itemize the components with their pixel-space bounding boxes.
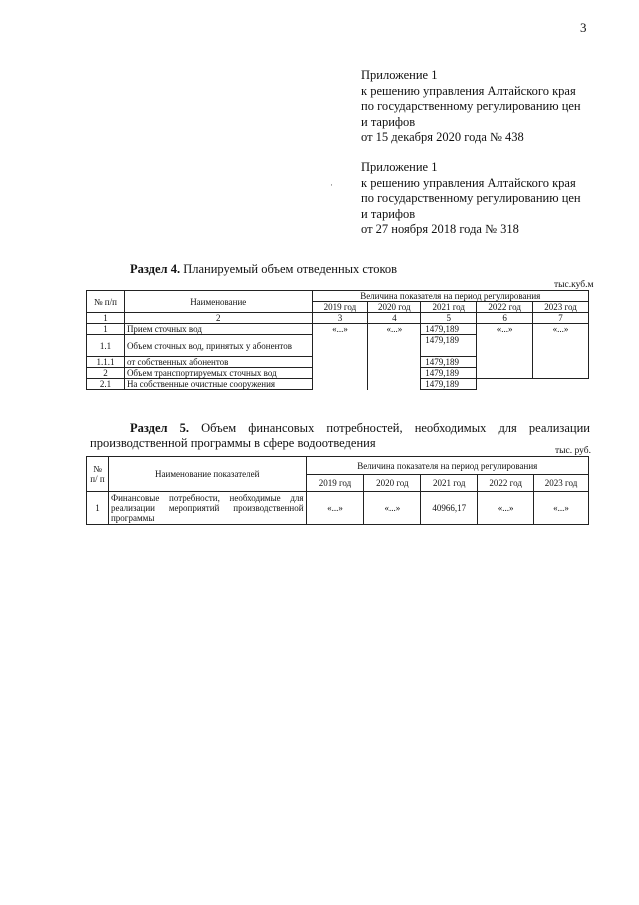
header-year: 2023 год xyxy=(533,302,589,313)
value-2020: «...» xyxy=(364,492,421,525)
header-year: 2020 год xyxy=(368,302,421,313)
header-year: 2022 год xyxy=(478,475,534,492)
row-num: 1.1.1 xyxy=(87,357,125,368)
header-period: Величина показателя на период регулирования xyxy=(306,457,588,475)
value-2021: 1479,189 xyxy=(421,357,477,368)
section4-units: тыс.куб.м xyxy=(554,280,594,290)
row-name: Объем транспортируемых сточных вод xyxy=(124,368,312,379)
col-number: 5 xyxy=(421,313,477,324)
appendix-line: по государственному регулированию цен xyxy=(361,191,581,205)
section4-heading: Планируемый объем отведенных стоков xyxy=(183,262,398,276)
header-year: 2019 год xyxy=(306,475,364,492)
value-2021: 1479,189 xyxy=(421,335,477,357)
row-num: 2.1 xyxy=(87,379,125,390)
appendix-line: Приложение 1 xyxy=(361,68,438,82)
appendix-header-current xyxy=(361,68,581,146)
empty-cell xyxy=(477,379,533,390)
row-num: 1.1 xyxy=(87,335,125,357)
col-number: 3 xyxy=(312,313,368,324)
appendix-line: от 15 декабря 2020 года № 438 xyxy=(361,130,524,144)
header-year: 2021 год xyxy=(421,302,477,313)
section5-units: тыс. руб. xyxy=(555,446,591,456)
wastewater-volume-table xyxy=(86,290,589,390)
appendix-line: и тарифов xyxy=(361,206,416,221)
value-2021: 1479,189 xyxy=(421,368,477,379)
value-2022: «...» xyxy=(477,324,533,379)
header-year: 2022 год xyxy=(477,302,533,313)
page-number: 3 xyxy=(580,20,587,35)
appendix-line: Приложение 1 xyxy=(361,160,438,174)
col-number: 6 xyxy=(477,313,533,324)
header-period: Величина показателя на период регулирования xyxy=(312,291,588,302)
col-number: 4 xyxy=(368,313,421,324)
appendix-line: от 27 ноября 2018 года № 318 xyxy=(361,222,519,236)
value-2021: 40966,17 xyxy=(421,492,478,525)
appendix-line: к решению управления Алтайского края xyxy=(361,175,576,190)
value-2021: 1479,189 xyxy=(421,379,477,390)
header-year: 2019 год xyxy=(312,302,368,313)
header-year: 2021 год xyxy=(421,475,478,492)
section4-label: Раздел 4. xyxy=(130,262,181,276)
row-name: Объем сточных вод, принятых у абонентов xyxy=(124,335,312,357)
value-2019: «...» xyxy=(306,492,364,525)
section5-heading: Объем финансовых потребностей, необходимых для реализации xyxy=(201,421,590,435)
section4-title xyxy=(130,262,397,277)
header-year: 2020 год xyxy=(364,475,421,492)
value-2019: «...» xyxy=(312,324,368,390)
header-num: № п/п xyxy=(87,291,125,313)
appendix-line: и тарифов xyxy=(361,114,416,129)
section5-title-line2: производственной программы в сфере водоотведения xyxy=(90,436,376,450)
table-row xyxy=(87,492,589,525)
row-num: 2 xyxy=(87,368,125,379)
header-year: 2023 год xyxy=(534,475,589,492)
table-row xyxy=(87,324,589,335)
col-number: 1 xyxy=(87,313,125,324)
appendix-line: к решению управления Алтайского края xyxy=(361,83,576,98)
col-number: 2 xyxy=(124,313,312,324)
value-2020: «...» xyxy=(368,324,421,390)
row-num: 1 xyxy=(87,324,125,335)
row-name: На собственные очистные сооружения xyxy=(124,379,312,390)
section5-title-line1 xyxy=(90,421,590,436)
value-2021: 1479,189 xyxy=(421,324,477,335)
row-num: 1 xyxy=(87,492,109,525)
header-num: № п/ п xyxy=(87,457,109,492)
appendix-header-original xyxy=(361,160,581,238)
section5-label: Раздел 5. xyxy=(130,421,190,435)
value-2023: «...» xyxy=(533,324,589,379)
header-name: Наименование показателей xyxy=(108,457,306,492)
row-name: Финансовые потребности, необходимые для реализации мероприятий производственной программы xyxy=(108,492,306,525)
row-name: от собственных абонентов xyxy=(124,357,312,368)
header-name: Наименование xyxy=(124,291,312,313)
section5-title xyxy=(90,421,590,451)
value-2023: «...» xyxy=(534,492,589,525)
col-number: 7 xyxy=(533,313,589,324)
row-name: Прием сточных вод xyxy=(124,324,312,335)
stray-mark: · xyxy=(330,180,333,190)
appendix-line: по государственному регулированию цен xyxy=(361,99,581,113)
financial-needs-table xyxy=(86,456,589,525)
empty-cell xyxy=(533,379,589,390)
value-2022: «...» xyxy=(478,492,534,525)
